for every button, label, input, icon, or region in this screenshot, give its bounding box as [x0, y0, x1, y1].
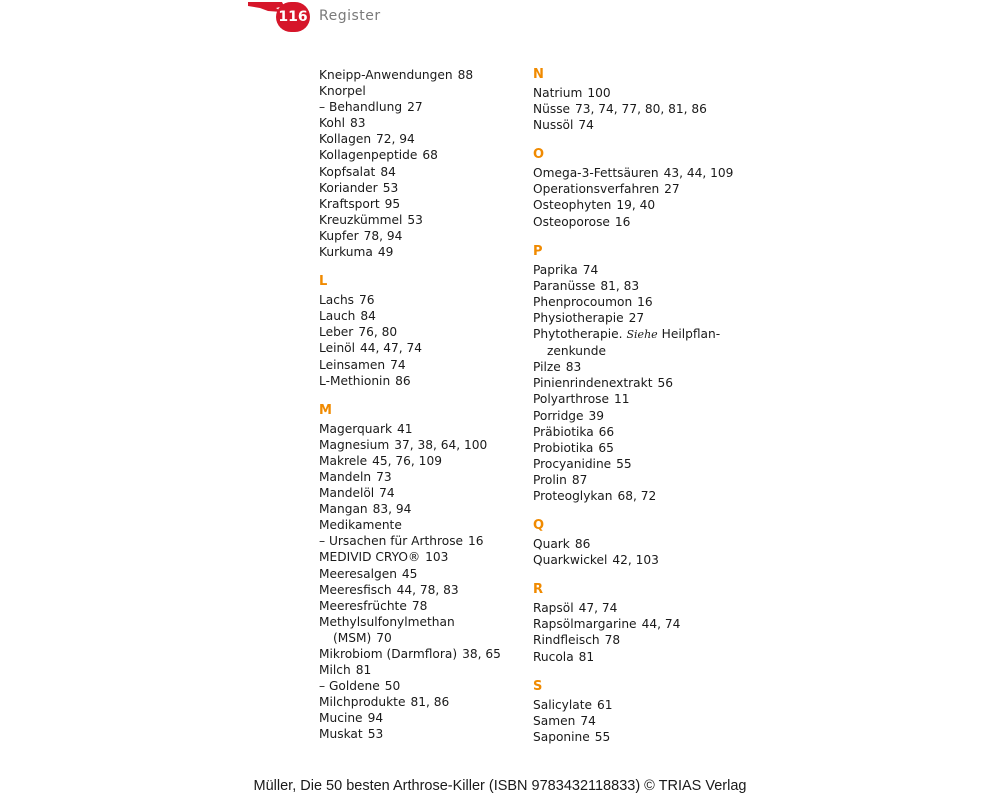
index-term: Osteoporose [533, 214, 610, 229]
index-entry [533, 326, 733, 343]
index-term: Mandeln [319, 469, 372, 484]
page-references: 61 [597, 697, 613, 712]
index-entry [319, 83, 519, 99]
index-entry [319, 67, 519, 83]
index-entry [319, 469, 519, 485]
index-entry [319, 437, 519, 453]
page-references: 53 [367, 727, 384, 742]
page-references: 38, 65 [462, 647, 501, 661]
index-entry [533, 424, 733, 440]
index-entry [319, 244, 519, 260]
index-term: Mikrobiom (Darmflora) [319, 647, 458, 661]
index-term: Kraftsport [319, 196, 380, 211]
index-term: Pinienrindenextrakt [533, 376, 653, 391]
index-term: Kreuzkümmel [319, 212, 403, 227]
index-entry [319, 582, 519, 598]
page-references: 86 [574, 537, 591, 552]
index-entry [319, 340, 519, 356]
page-references: 74 [390, 357, 406, 372]
index-entry [319, 662, 519, 678]
index-entry [533, 632, 733, 648]
page-references: 76 [359, 293, 375, 308]
index-term: Meeresfrüchte [319, 598, 407, 613]
page-references: 56 [657, 376, 673, 391]
index-term: Nüsse [533, 102, 571, 117]
index-term: Pilze [533, 360, 561, 375]
index-entry [533, 456, 733, 472]
index-term: Paprika [533, 262, 578, 277]
index-entry [319, 357, 519, 373]
see-reference: Siehe [626, 328, 658, 342]
index-entry [319, 710, 519, 726]
index-term: Medikamente [319, 518, 402, 533]
page-references: 53 [382, 180, 399, 195]
index-term: Leinöl [319, 341, 356, 356]
index-term: Kupfer [319, 228, 359, 243]
index-entry [533, 649, 733, 665]
index-entry [533, 600, 733, 616]
index-term: Probiotika [533, 440, 594, 455]
page-references: 11 [614, 392, 630, 407]
index-entry [319, 180, 519, 196]
page-references: 74 [379, 486, 395, 501]
index-term: Saponine [533, 729, 590, 744]
page-references: 81, 86 [410, 695, 450, 710]
page-references: 81 [578, 649, 595, 664]
page-references: 55 [594, 729, 611, 744]
index-entry [533, 616, 733, 632]
index-term: Samen [533, 713, 576, 728]
index-entry [319, 598, 519, 614]
page-number-badge: 116 [276, 2, 310, 32]
page-references: 94 [367, 711, 384, 726]
index-term: Lachs [319, 293, 355, 308]
index-letter-heading: R [533, 582, 544, 598]
index-entry [533, 214, 733, 230]
index-entry [533, 181, 733, 197]
index-term: Kneipp-Anwendungen [319, 68, 453, 82]
section-title: Register [319, 8, 381, 24]
index-entry [533, 343, 733, 359]
index-entry [319, 292, 519, 308]
index-entry [533, 536, 733, 552]
page-references: 83 [565, 360, 582, 375]
index-term: Phytotherapie. [533, 327, 623, 342]
index-term: Operationsverfahren [533, 182, 660, 197]
index-term: – Ursachen für Arthrose [319, 534, 464, 549]
page-references: 83, 94 [372, 502, 412, 517]
index-term: – Goldene [319, 679, 380, 694]
index-entry [319, 212, 519, 228]
page-references: 78 [604, 633, 621, 648]
index-term: Rapsöl [533, 601, 574, 616]
page-references: 76, 80 [358, 325, 398, 340]
page-references: 42, 103 [612, 553, 659, 568]
index-letter-heading: M [319, 402, 332, 418]
index-entry [319, 533, 519, 549]
index-term: – Behandlung [319, 100, 403, 115]
page-references: 68 [422, 148, 438, 163]
index-term: Polyarthrose [533, 392, 609, 407]
index-entry [319, 517, 519, 533]
index-letter-heading: Q [533, 518, 545, 534]
index-entry [319, 630, 519, 646]
index-term: Natrium [533, 86, 583, 100]
page-references: 53 [407, 212, 423, 227]
index-entry [319, 228, 519, 244]
index-entry [319, 501, 519, 517]
index-term: Meeresalgen [319, 566, 397, 581]
index-term: zenkunde [547, 344, 606, 359]
page-references: 43, 44, 109 [663, 166, 734, 181]
index-term: Meeresfisch [319, 582, 392, 597]
page-references: 88 [457, 68, 474, 82]
index-term: Präbiotika [533, 424, 594, 439]
index-term: Rapsölmargarine [533, 617, 637, 632]
index-entry [319, 726, 519, 742]
page-references: 74 [582, 262, 599, 277]
index-term: MEDIVID CRYO® [319, 550, 421, 565]
index-entry [533, 294, 733, 310]
page-references: 50 [384, 679, 401, 694]
index-entry [533, 408, 733, 424]
index-term: Milchprodukte [319, 695, 406, 710]
index-letter-heading: S [533, 678, 543, 694]
page-footer: Müller, Die 50 besten Arthrose-Killer (ISBN 9783432118833) © TRIAS Verlag [253, 778, 747, 794]
page-references: 55 [616, 456, 632, 471]
page-references: 16 [614, 214, 631, 229]
index-term: Prolin [533, 472, 567, 487]
index-term: (MSM) [333, 630, 372, 645]
index-entry [533, 472, 733, 488]
page-references: 95 [384, 196, 401, 211]
page-references: 74 [580, 713, 596, 728]
index-entry [319, 308, 519, 324]
index-term: Kohl [319, 116, 345, 131]
index-term: Quark [533, 537, 570, 552]
page-references: 27 [628, 310, 645, 325]
index-column-2 [533, 67, 733, 745]
index-entry [533, 278, 733, 294]
page-references: 83 [349, 116, 366, 131]
page-references: 73 [376, 469, 392, 484]
index-entry [319, 373, 519, 389]
index-term: Kollagen [319, 132, 372, 147]
index-term: Magnesium [319, 437, 390, 452]
index-term: Koriander [319, 180, 378, 195]
index-term: Omega-3-Fettsäuren [533, 166, 659, 181]
index-term: Kurkuma [319, 245, 373, 260]
index-term: Phenprocoumon [533, 294, 633, 309]
index-entry [319, 131, 519, 147]
index-entry [533, 440, 733, 456]
index-term: Knorpel [319, 84, 366, 99]
index-entry [319, 421, 519, 437]
index-entry [533, 729, 733, 745]
index-entry [533, 697, 733, 713]
index-entry [533, 117, 733, 133]
page-references: 66 [598, 424, 615, 439]
index-term: Magerquark [319, 421, 393, 436]
index-term: Nussöl [533, 118, 574, 133]
index-letter-heading: L [319, 274, 328, 290]
index-term: Makrele [319, 453, 368, 468]
index-entry [533, 391, 733, 407]
page-references: 49 [377, 245, 394, 260]
index-entry [319, 694, 519, 710]
page-references: 103 [425, 550, 449, 565]
index-entry [533, 552, 733, 568]
index-entry [533, 197, 733, 213]
index-term: Paranüsse [533, 278, 596, 293]
index-term: Mucine [319, 711, 363, 726]
index-letter-heading: P [533, 243, 543, 259]
index-entry [319, 614, 519, 630]
index-entry [319, 549, 519, 565]
page-references: 47, 74 [578, 601, 618, 616]
index-entry [319, 646, 519, 662]
index-term: Leinsamen [319, 357, 386, 372]
index-entry [319, 164, 519, 180]
index-entry [533, 165, 733, 181]
page-references: 19, 40 [616, 198, 656, 213]
index-entry [533, 375, 733, 391]
index-entry [533, 262, 733, 278]
page-references: 65 [598, 440, 614, 455]
page-references: 45, 76, 109 [372, 453, 442, 468]
index-entry [319, 147, 519, 163]
index-term: Kollagenpeptide [319, 148, 418, 163]
page-references: 100 [587, 86, 611, 100]
index-letter-heading: N [533, 67, 544, 82]
page-references: 37, 38, 64, 100 [394, 437, 488, 452]
index-entry [533, 488, 733, 504]
index-term: Proteoglykan [533, 488, 613, 503]
index-entry [319, 99, 519, 115]
index-term: Leber [319, 325, 354, 340]
index-term: Osteophyten [533, 198, 612, 213]
index-term: Mandelöl [319, 486, 375, 501]
page-references: 16 [637, 294, 653, 309]
see-target: Heilpflan- [661, 327, 721, 342]
page-references: 72, 94 [376, 132, 415, 147]
page-references: 81 [355, 663, 372, 678]
page-references: 84 [380, 164, 396, 179]
index-entry [319, 115, 519, 131]
index-term: Lauch [319, 309, 356, 324]
index-entry [319, 324, 519, 340]
page-references: 87 [571, 472, 588, 487]
page-references: 45 [401, 566, 418, 581]
index-entry [319, 566, 519, 582]
index-term: Milch [319, 663, 351, 678]
index-entry [319, 678, 519, 694]
index-term: Rindfleisch [533, 633, 600, 648]
index-term: Quarkwickel [533, 553, 608, 568]
index-term: Procyanidine [533, 456, 612, 471]
index-entry [533, 310, 733, 326]
index-term: Salicylate [533, 697, 593, 712]
index-term: Porridge [533, 408, 584, 423]
page-references: 81, 83 [600, 278, 640, 293]
page-references: 16 [468, 534, 484, 549]
page-references: 44, 74 [641, 617, 681, 632]
index-entry [533, 85, 733, 101]
page-references: 86 [395, 373, 411, 388]
index-entry [533, 359, 733, 375]
page-references: 78 [411, 598, 428, 613]
page-references: 41 [397, 421, 413, 436]
page-references: 39 [588, 408, 605, 423]
page-references: 27 [407, 100, 423, 115]
page-references: 44, 78, 83 [396, 582, 459, 597]
index-entry [319, 485, 519, 501]
index-term: Kopfsalat [319, 164, 376, 179]
page-references: 74 [578, 118, 594, 133]
index-entry [533, 713, 733, 729]
page-references: 70 [376, 630, 392, 645]
index-term: Rucola [533, 649, 574, 664]
index-letter-heading: O [533, 147, 545, 163]
index-entry [319, 453, 519, 469]
page-references: 78, 94 [363, 228, 403, 243]
page-references: 27 [664, 182, 680, 197]
index-term: L-Methionin [319, 373, 391, 388]
index-term: Mangan [319, 502, 368, 517]
index-term: Physiotherapie [533, 310, 624, 325]
index-term: Methylsulfonylmethan [319, 614, 455, 629]
index-entry [533, 101, 733, 117]
page-references: 44, 47, 74 [360, 341, 423, 356]
page-references: 73, 74, 77, 80, 81, 86 [575, 102, 707, 117]
index-term: Muskat [319, 727, 363, 742]
index-entry [319, 196, 519, 212]
page-references: 84 [360, 309, 376, 324]
page-references: 68, 72 [617, 488, 657, 503]
index-column-1 [319, 67, 519, 743]
